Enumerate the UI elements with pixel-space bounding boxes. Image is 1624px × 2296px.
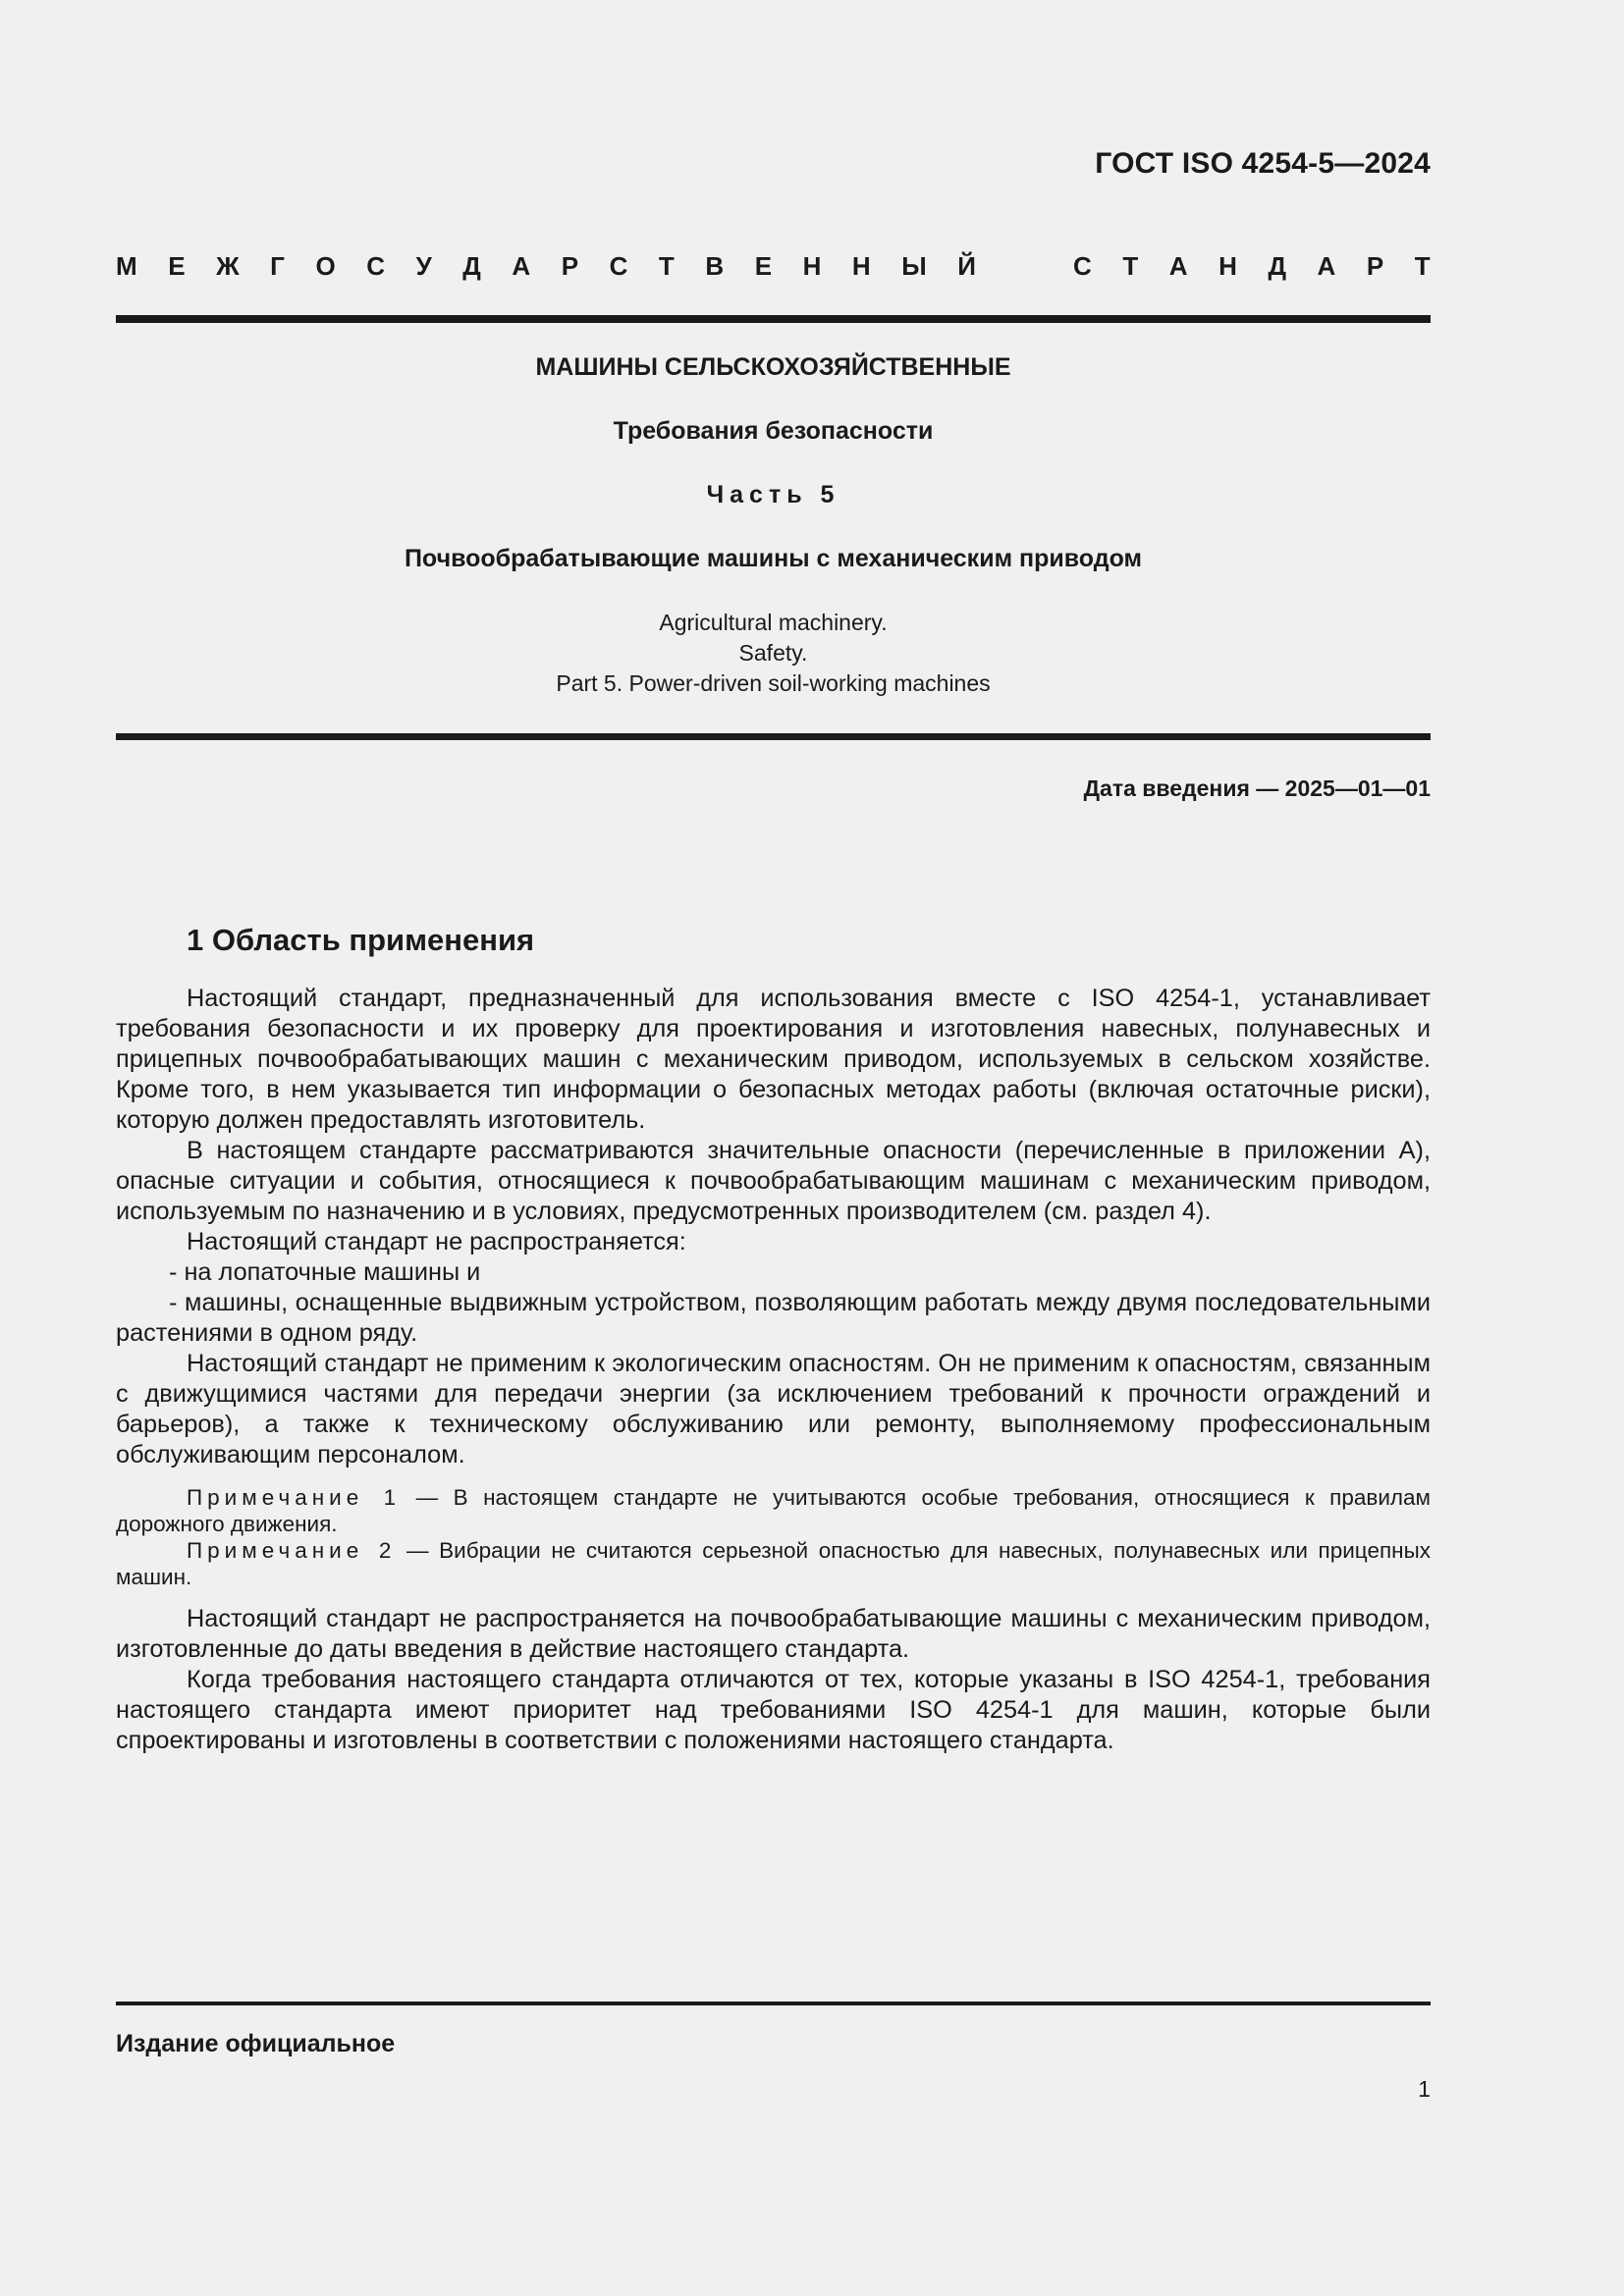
- paragraph: Настоящий стандарт, предназначенный для использования вместе с ISO 4254-1, устанавливает требования безопасности и их проверку для проектирования и изготовления навесных, полунавесных и прицепных почвообрабатывающих машин с механическим приводом, используемых в сельском хозяйстве. Кроме того, в нем указывается тип информации о безопасных методах работы (включая остаточные риски), которую должен предоставлять изготовитель.: [116, 985, 1431, 1134]
- note-label: Примечание 2: [187, 1538, 397, 1563]
- notes: [116, 1484, 1431, 1590]
- banner-letter: Т: [658, 251, 675, 281]
- list-item: - на лопаточные машины и: [169, 1258, 481, 1286]
- english-title-line: Part 5. Power-driven soil-working machines: [556, 670, 991, 696]
- document-page: [116, 0, 1431, 2296]
- banner-letter: Н: [802, 251, 822, 281]
- banner-letter: Т: [1122, 251, 1139, 281]
- middle-rule: [116, 733, 1431, 740]
- paragraph: Настоящий стандарт не применим к экологическим опасностям. Он не применим к опасностям, связанным с движущимися частями для передачи энергии (за исключением требований к прочности ограждений и барьеров), а также к техническому обслуживанию или ремонту, выполняемому профессиональным обслуживающим персоналом.: [116, 1350, 1431, 1468]
- banner-letter: О: [315, 251, 336, 281]
- note-2: [116, 1537, 1431, 1590]
- banner-letter: А: [1168, 251, 1188, 281]
- english-title-line: Safety.: [738, 640, 808, 666]
- banner-letter: Ы: [901, 251, 927, 281]
- banner-letter: Е: [168, 251, 186, 281]
- banner-letter: А: [1317, 251, 1336, 281]
- title-main: МАШИНЫ СЕЛЬСКОХОЗЯЙСТВЕННЫЕ: [535, 353, 1011, 381]
- note-text: — В настоящем стандарте не учитываются особые требования, относящиеся к правилам дорожного движения.: [116, 1485, 1432, 1536]
- banner-letter: Р: [1366, 251, 1384, 281]
- banner-letter: С: [1073, 251, 1092, 281]
- banner-letter: С: [609, 251, 628, 281]
- banner-letter: У: [415, 251, 432, 281]
- note-text: — Вибрации не считаются серьезной опасностью для навесных, полунавесных или прицепных машин.: [116, 1538, 1431, 1589]
- paragraph: В настоящем стандарте рассматриваются значительные опасности (перечисленные в приложении А), опасные ситуации и события, относящиеся к почвообрабатывающим машинам с механическим приводом, используемым по назначению и в условиях, предусмотренных производителем (см. раздел 4).: [116, 1137, 1431, 1225]
- official-edition-label: Издание официальное: [116, 2030, 396, 2057]
- title-part: Часть 5: [706, 481, 840, 508]
- banner-letter: Ж: [216, 251, 240, 281]
- banner-letter: С: [366, 251, 386, 281]
- banner-letter: Р: [561, 251, 579, 281]
- paragraph: Когда требования настоящего стандарта отличаются от тех, которые указаны в ISO 4254-1, требования настоящего стандарта имеют приоритет над требованиями ISO 4254-1 для машин, которые были спроектированы и изготовлены в соответствии с положениями настоящего стандарта.: [116, 1666, 1431, 1754]
- top-rule: [116, 315, 1431, 323]
- paragraph: Настоящий стандарт не распространяется на почвообрабатывающие машины с механическим приводом, изготовленные до даты введения в действие настоящего стандарта.: [116, 1605, 1431, 1663]
- english-title-line: Agricultural machinery.: [659, 610, 888, 635]
- page-number: 1: [1418, 2076, 1431, 2102]
- paragraph: Настоящий стандарт не распространяется:: [187, 1228, 686, 1255]
- standard-code: ГОСТ ISO 4254-5—2024: [1095, 147, 1431, 180]
- banner-letter: Т: [1414, 251, 1431, 281]
- interstate-standard-banner: [116, 251, 1431, 282]
- section-body: [116, 984, 1431, 1756]
- banner-letter: М: [116, 251, 137, 281]
- section-heading: 1 Область применения: [187, 923, 535, 957]
- banner-letter: Г: [270, 251, 285, 281]
- banner-letter: Д: [462, 251, 481, 281]
- banner-word-gap: [1006, 251, 1042, 282]
- footer-rule: [116, 2002, 1431, 2005]
- banner-letter: А: [512, 251, 531, 281]
- banner-letter: Е: [754, 251, 773, 281]
- introduction-date: Дата введения — 2025—01—01: [1083, 775, 1431, 801]
- title-subject: Почвообрабатывающие машины с механическим приводом: [404, 545, 1143, 572]
- banner-letter: Н: [851, 251, 871, 281]
- note-label: Примечание 1: [187, 1485, 402, 1510]
- banner-letter: Д: [1268, 251, 1286, 281]
- english-title: [116, 608, 1431, 699]
- banner-letter: В: [705, 251, 725, 281]
- note-1: [116, 1484, 1431, 1537]
- banner-letter: Н: [1218, 251, 1237, 281]
- banner-letter: Й: [957, 251, 976, 281]
- title-sub: Требования безопасности: [613, 417, 934, 445]
- list-item: - машины, оснащенные выдвижным устройством, позволяющим работать между двумя последовательными растениями в одном ряду.: [116, 1289, 1431, 1347]
